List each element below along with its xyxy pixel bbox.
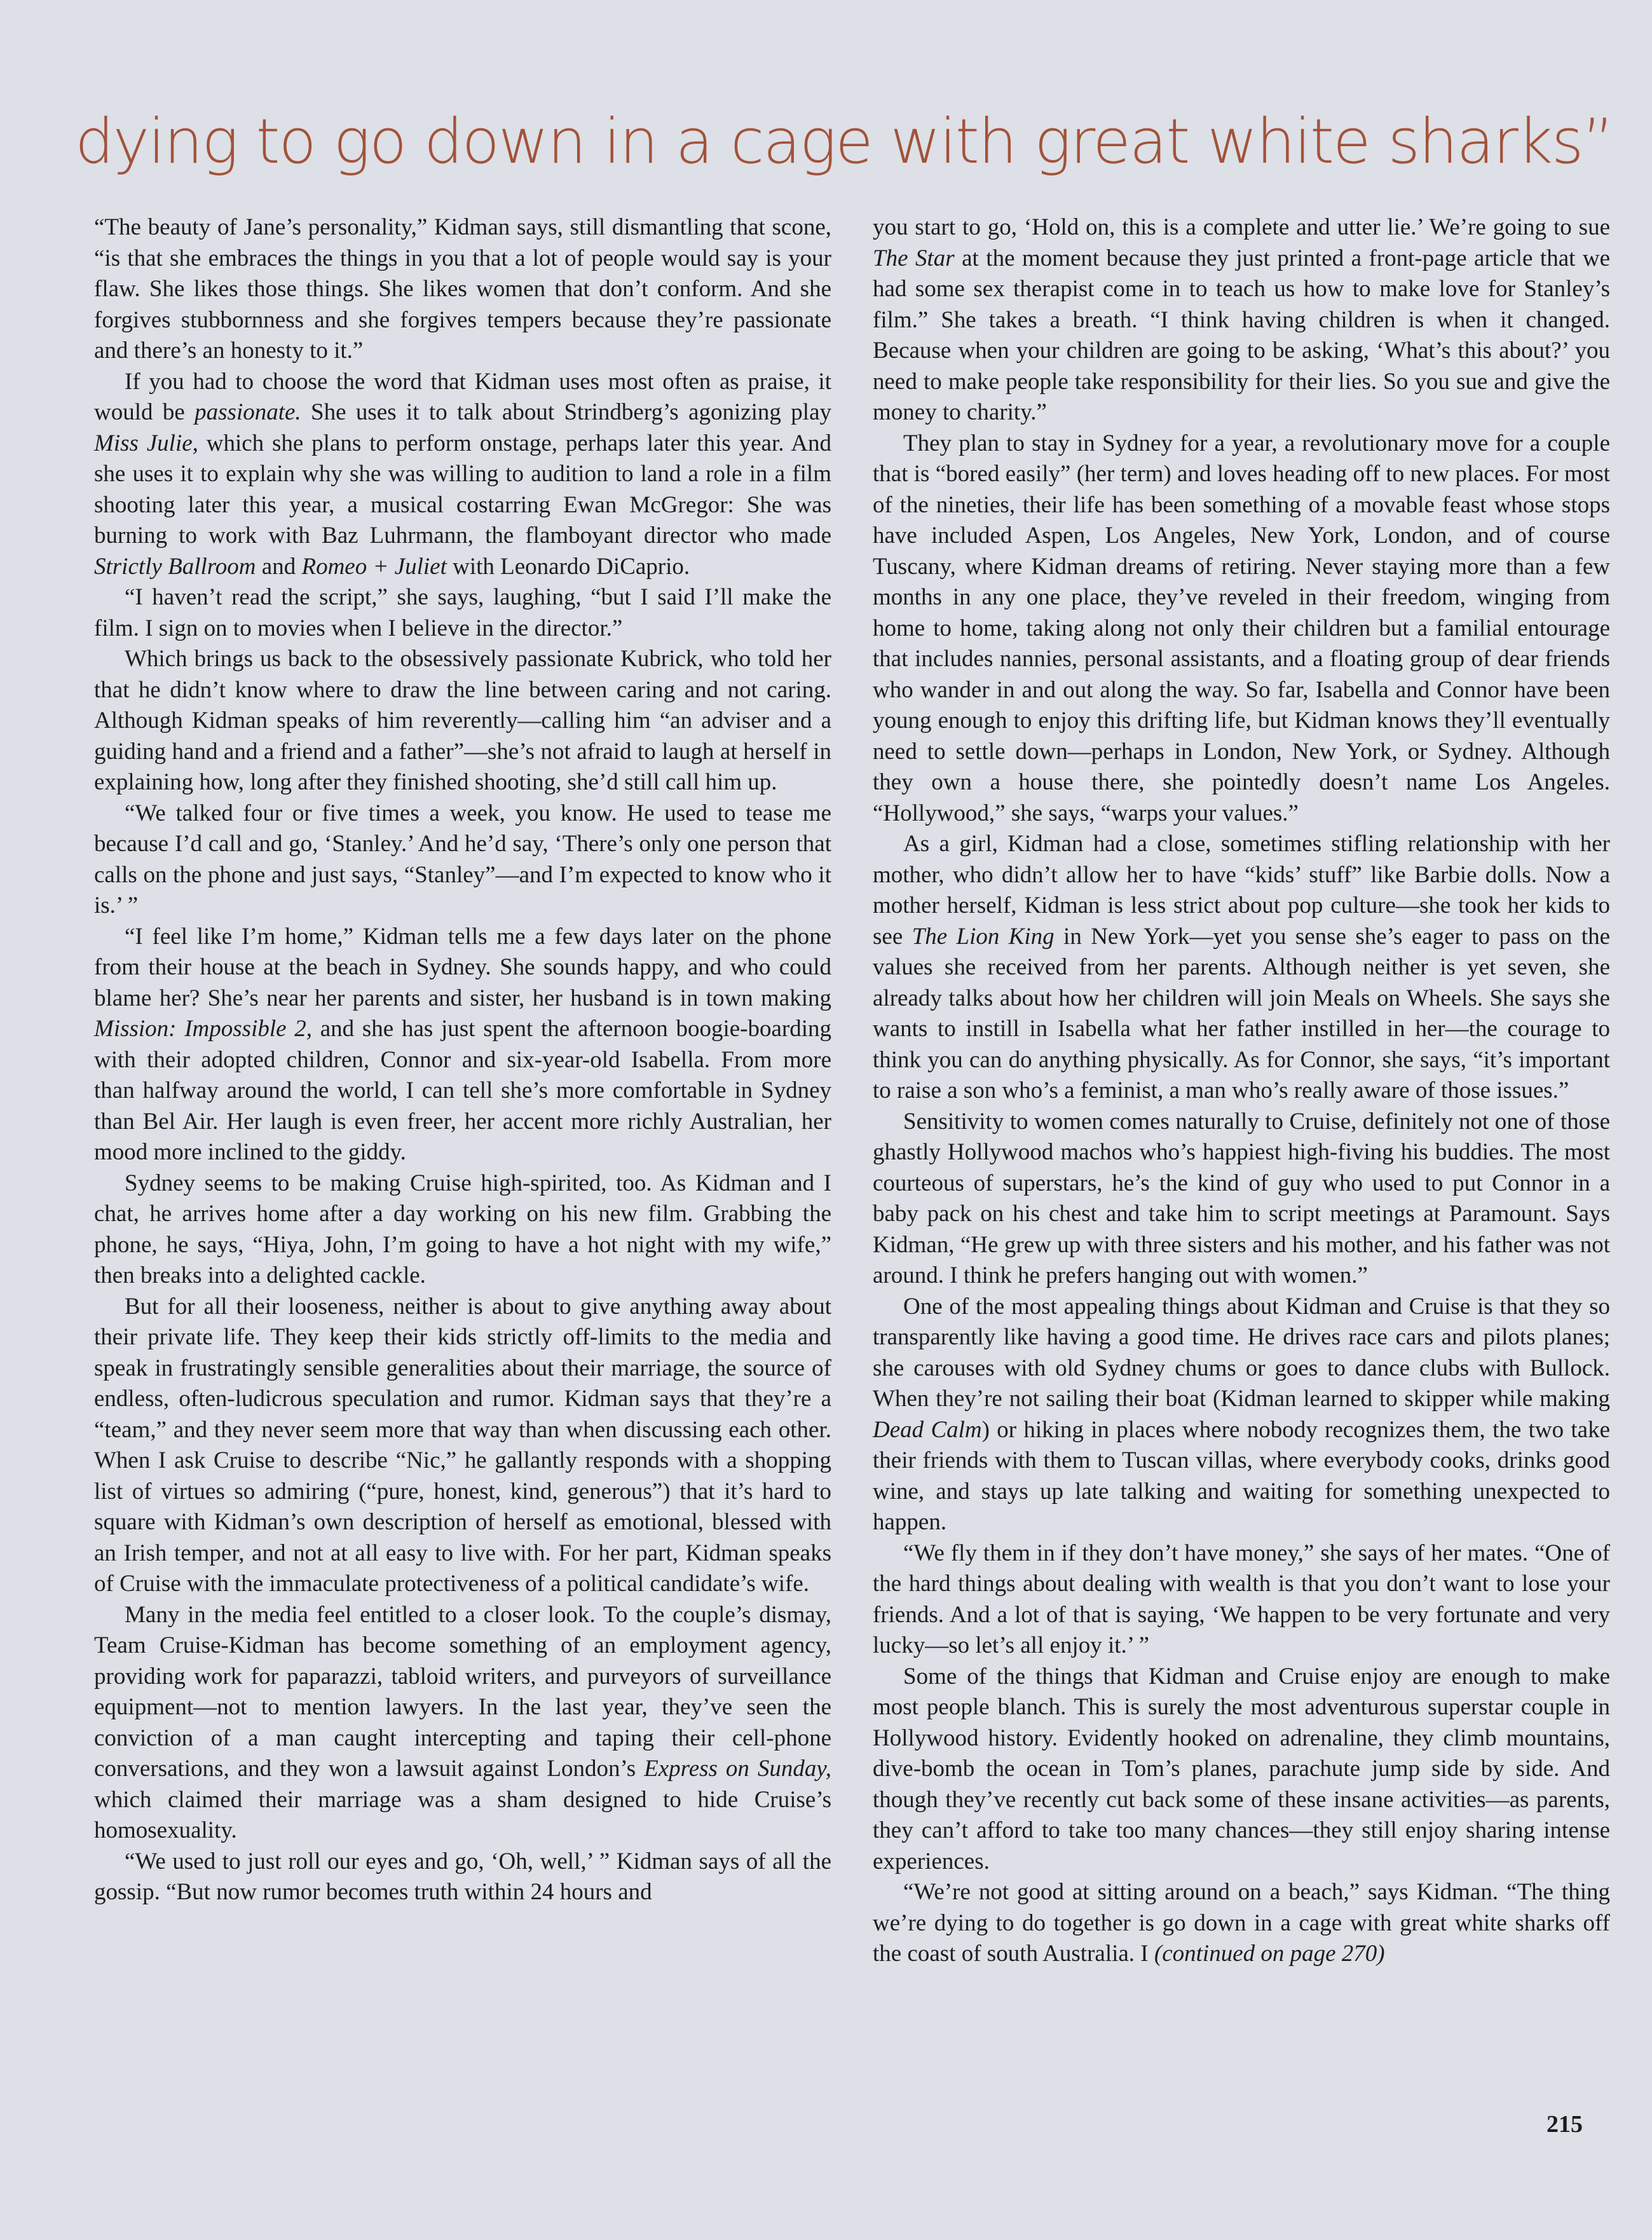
paragraph: “We’re not good at sitting around on a beach,” says Kidman. “The thing we’re dying to do together is go down in a cage with great white sharks off the coast of south Australia. I (continued on page 270) — [873, 1879, 1610, 1967]
paragraph: “We used to just roll our eyes and go, ‘Oh, well,’ ” Kidman says of all the gossip. “But now rumor becomes truth within 24 hours and — [94, 1848, 831, 1905]
article-column-right — [873, 212, 1610, 1970]
paragraph: Many in the media feel entitled to a closer look. To the couple’s dismay, Team Cruise-Kidman has become something of an employment agency, providing work for paparazzi, tabloid writers, and purveyors of surveillance equipment—not to mention lawyers. In the last year, they’ve seen the conviction of a man caught intercepting and taping their cell-phone conversations, and they won a lawsuit against London’s Express on Sunday, which claimed their marriage was a sham designed to hide Cruise’s homosexuality. — [94, 1601, 831, 1843]
paragraph: Sydney seems to be making Cruise high-spirited, too. As Kidman and I chat, he arrives home after a day working on his new film. Grabbing the phone, he says, “Hiya, John, I’m going to have a hot night with my wife,” then breaks into a delighted cackle. — [94, 1170, 831, 1288]
paragraph: “I haven’t read the script,” she says, laughing, “but I said I’ll make the film. I sign on to movies when I believe in the director.” — [94, 584, 831, 641]
paragraph: But for all their looseness, neither is about to give anything away about their private life. They keep their kids strictly off-limits to the media and speak in frustratingly sensible generalities about their marriage, the source of endless, often-ludicrous speculation and rumor. Kidman says that they’re a “team,” and they never seem more that way than when discussing each other. When I ask Cruise to describe “Nic,” he gallantly responds with a shopping list of virtues so admiring (“pure, honest, kind, generous”) that it’s hard to square with Kidman’s own description of herself as emotional, blessed with an Irish temper, and not at all easy to live with. For her part, Kidman speaks of Cruise with the immaculate protectiveness of a political candidate’s wife. — [94, 1293, 831, 1597]
paragraph: If you had to choose the word that Kidman uses most often as praise, it would be passionate. She uses it to talk about Strindberg’s agonizing play Miss Julie, which she plans to perform onstage, perhaps later this year. And she uses it to explain why she was willing to audition to land a role in a film shooting later this year, a musical costarring Ewan McGregor: She was burning to work with Baz Luhrmann, the flamboyant director who made Strictly Ballroom and Romeo + Juliet with Leonardo DiCaprio. — [94, 368, 831, 580]
continuation-note: (continued on page 270) — [1154, 1941, 1385, 1967]
page-number: 215 — [1546, 2111, 1583, 2138]
paragraph: Sensitivity to women comes naturally to Cruise, definitely not one of those ghastly Hollywood machos who’s happiest high-fiving his buddies. The most courteous of superstars, he’s the kind of guy who used to put Connor in a baby pack on his chest and take him to script meetings at Paramount. Says Kidman, “He grew up with three sisters and his mother, and his father was not around. I think he prefers hanging out with women.” — [873, 1108, 1610, 1288]
paragraph: They plan to stay in Sydney for a year, a revolutionary move for a couple that is “bored easily” (her term) and loves heading off to new places. For most of the nineties, their life has been something of a movable feast whose stops have included Aspen, Los Angeles, New York, London, and of course Tuscany, where Kidman dreams of retiring. Never staying more than a few months in any one place, they’ve reveled in their freedom, winging from home to home, taking along not only their children but a familial entourage that includes nannies, personal assistants, and a floating group of dear friends who wander in and out along the way. So far, Isabella and Connor have been young enough to enjoy this drifting life, but Kidman knows they’ll eventually need to settle down—perhaps in London, New York, or Sydney. Although they own a house there, she pointedly doesn’t name Los Angeles. “Hollywood,” she says, “warps your values.” — [873, 430, 1610, 826]
paragraph: “We talked four or five times a week, you know. He used to tease me because I’d call and go, ‘Stanley.’ And he’d say, ‘There’s only one person that calls on the phone and just says, “Stanley”—and I’m expected to know who it is.’ ” — [94, 800, 831, 919]
paragraph: “I feel like I’m home,” Kidman tells me a few days later on the phone from their house at the beach in Sydney. She sounds happy, and who could blame her? She’s near her parents and sister, her husband is in town making Mission: Impossible 2, and she has just spent the afternoon boogie-boarding with their adopted children, Connor and six-year-old Isabella. From more than halfway around the world, I can tell she’s more comfortable in Sydney than Bel Air. Her laugh is even freer, her accent more richly Australian, her mood more inclined to the giddy. — [94, 923, 831, 1165]
paragraph: you start to go, ‘Hold on, this is a complete and utter lie.’ We’re going to sue The Star at the moment because they just printed a front-page article that we had some sex therapist come in to teach us how to make love for Stanley’s film.” She takes a breath. “I think having children is when it changed. Because when your children are going to be asking, ‘What’s this about?’ you need to make people take responsibility for their lies. So you sue and give the money to charity.” — [873, 214, 1611, 425]
paragraph: One of the most appealing things about Kidman and Cruise is that they so transparently like having a good time. He drives race cars and pilots planes; she carouses with old Sydney chums or goes to dance clubs with Bullock. When they’re not sailing their boat (Kidman learned to skipper while making Dead Calm) or hiking in places where nobody recognizes them, the two take their friends with them to Tuscan villas, where everybody cooks, drinks good wine, and stays up late talking and waiting for something unexpected to happen. — [873, 1293, 1610, 1535]
paragraph: “The beauty of Jane’s personality,” Kidman says, still dismantling that scone, “is that she embraces the things in you that a lot of people would say is your flaw. She likes those things. She likes women that don’t conform. And she forgives stubbornness and she forgives tempers because they’re passionate and there’s an honesty to it.” — [94, 214, 831, 364]
paragraph: Which brings us back to the obsessively passionate Kubrick, who told her that he didn’t know where to draw the line between caring and not caring. Although Kidman speaks of him reverently—calling him “an adviser and a guiding hand and a friend and a father”—she’s not afraid to laugh at herself in explaining how, long after they finished shooting, she’d still call him up. — [94, 646, 831, 795]
paragraph: Some of the things that Kidman and Cruise enjoy are enough to make most people blanch. This is surely the most adventurous superstar couple in Hollywood history. Evidently hooked on adrenaline, they climb mountains, dive-bomb the ocean in Tom’s planes, parachute jump side by side. And though they’ve recently cut back some of these insane activities—as parents, they can’t afford to take too many chances—they still enjoy sharing intense experiences. — [873, 1663, 1610, 1875]
paragraph: As a girl, Kidman had a close, sometimes stifling relationship with her mother, who didn’t allow her to have “kids’ stuff” like Barbie dolls. Now a mother herself, Kidman is less strict about pop culture—she took her kids to see The Lion King in New York—yet you sense she’s eager to pass on the values she received from her parents. Although neither is yet seven, she already talks about how her children will join Meals on Wheels. She says she wants to instill in Isabella what her father instilled in her—the courage to think you can do anything physically. As for Connor, she says, “it’s important to raise a son who’s a feminist, a man who’s really aware of those issues.” — [873, 831, 1610, 1103]
pull-headline: dying to go down in a cage with great white sharks” — [75, 106, 1613, 177]
article-column-left — [94, 212, 831, 1908]
paragraph: “We fly them in if they don’t have money,” she says of her mates. “One of the hard things about dealing with wealth is that you don’t want to lose your friends. And a lot of that is saying, ‘We happen to be very fortunate and very lucky—so let’s all enjoy it.’ ” — [873, 1540, 1610, 1658]
